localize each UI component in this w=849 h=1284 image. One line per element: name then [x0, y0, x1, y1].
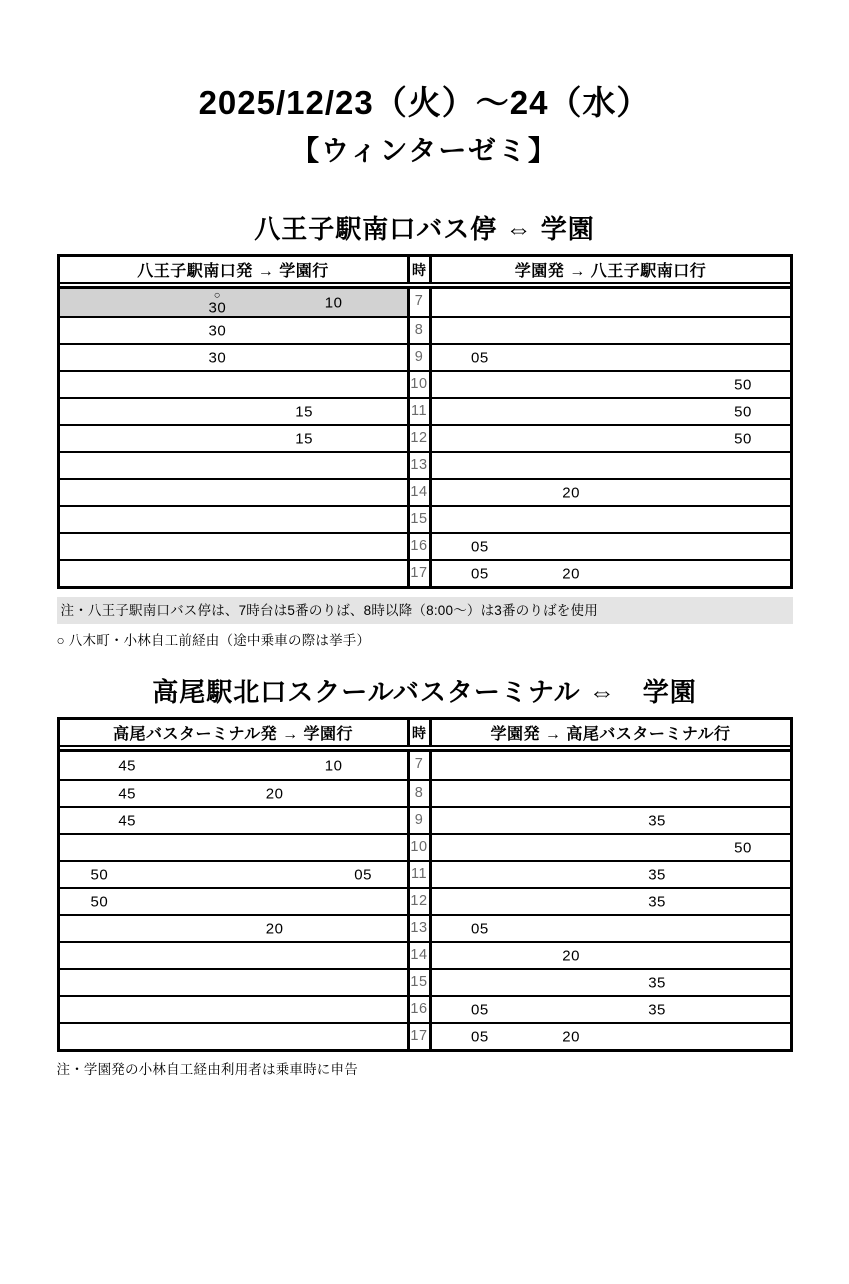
hour-cell: [410, 997, 432, 1022]
outbound-cell: [60, 943, 410, 968]
departure-minute-value: 05: [470, 538, 489, 555]
hour-cell: [410, 480, 432, 505]
hour-cell: [410, 561, 432, 586]
hour-cell: [410, 289, 432, 316]
inbound-cell: [432, 561, 790, 586]
outbound-cell: [60, 1024, 410, 1049]
hour-value: 14: [410, 484, 428, 500]
inbound-cell: [432, 345, 790, 370]
hour-cell: [410, 862, 432, 887]
footnote: ○ 八木町・小林自工前経由（途中乗車の際は挙手）: [56, 633, 371, 648]
departure-minute-value: 10: [324, 757, 343, 774]
departure-minute: [648, 894, 666, 909]
hour-cell: [410, 318, 432, 343]
departure-minute: [734, 840, 752, 855]
timetable-row: [60, 806, 790, 833]
hour-cell: [410, 943, 432, 968]
departure-minute: [471, 566, 489, 581]
outbound-column-header: 八王子駅南口発 → 学園行: [60, 257, 410, 282]
hour-value: 7: [414, 293, 424, 309]
inbound-cell: [432, 453, 790, 478]
inbound-cell: [432, 752, 790, 779]
footnote: 注・学園発の小林自工経由利用者は乗車時に申告: [56, 1062, 358, 1077]
departure-minute-value: 50: [734, 430, 752, 447]
route-sections-container: [0, 214, 849, 1080]
inbound-cell: [432, 289, 790, 316]
departure-minute-value: 30: [208, 322, 227, 339]
departure-minute-value: 50: [90, 893, 109, 910]
departure-minute: [471, 1029, 489, 1044]
departure-minute: [118, 758, 136, 773]
departure-minute: [295, 404, 313, 419]
departure-minute: [734, 404, 752, 419]
departure-minute-value: 45: [118, 812, 136, 829]
departure-minute: [648, 975, 666, 990]
outbound-cell: [60, 372, 410, 397]
outbound-cell: [60, 889, 410, 914]
departure-minute-value: 20: [562, 484, 580, 501]
document-title-date: 2025/12/23（火）～24（水）: [198, 84, 651, 121]
hour-cell: [410, 889, 432, 914]
departure-minute: [471, 350, 489, 365]
hour-cell: [410, 507, 432, 532]
timetable-row: [60, 995, 790, 1022]
hour-cell: [410, 781, 432, 806]
hour-cell: [410, 426, 432, 451]
outbound-cell: [60, 507, 410, 532]
hour-cell: [410, 752, 432, 779]
hour-value: 17: [410, 565, 428, 581]
departure-minute-value: 35: [648, 866, 666, 883]
hour-value: 13: [410, 457, 428, 473]
hour-value: 9: [414, 812, 424, 828]
departure-minute-value: 20: [562, 565, 580, 582]
departure-minute: [209, 350, 227, 365]
departure-minute: [209, 290, 227, 315]
departure-minute: [562, 1029, 580, 1044]
inbound-column-header: 学園発 → 八王子駅南口行: [514, 263, 707, 280]
hour-cell: [410, 808, 432, 833]
timetable: [57, 254, 793, 589]
inbound-cell: [432, 372, 790, 397]
hour-cell: [410, 345, 432, 370]
departure-minute: [562, 485, 580, 500]
hour-value: 11: [410, 866, 428, 882]
hour-cell: [410, 399, 432, 424]
outbound-cell: [60, 835, 410, 860]
outbound-cell: [60, 997, 410, 1022]
hour-cell: [410, 835, 432, 860]
inbound-cell: [432, 781, 790, 806]
inbound-cell: [432, 835, 790, 860]
timetable-row: [60, 887, 790, 914]
outbound-cell: [60, 480, 410, 505]
departure-minute: [471, 921, 489, 936]
route-section-title: 八王子駅南口バス停 ⇔ 学園: [254, 214, 595, 244]
timetable-row: [60, 532, 790, 559]
departure-minute: [295, 431, 313, 446]
outbound-cell: [60, 916, 410, 941]
hour-value: 12: [410, 430, 428, 446]
inbound-cell: [432, 480, 790, 505]
outbound-cell: [60, 808, 410, 833]
inbound-cell: [432, 889, 790, 914]
departure-minute: [648, 867, 666, 882]
inbound-cell: [432, 534, 790, 559]
inbound-cell: [432, 970, 790, 995]
outbound-cell: [60, 970, 410, 995]
outbound-cell: [60, 752, 410, 779]
hour-value: 16: [410, 1001, 428, 1017]
inbound-cell: [432, 808, 790, 833]
departure-minute: [118, 813, 136, 828]
inbound-column-header: 学園発 → 高尾バスターミナル行: [490, 726, 731, 743]
departure-minute-value: 15: [295, 430, 313, 447]
departure-minute-value: 20: [265, 920, 284, 937]
outbound-cell: [60, 534, 410, 559]
departure-minute-value: 15: [295, 403, 313, 420]
departure-minute: [562, 566, 580, 581]
inbound-cell: [432, 916, 790, 941]
departure-minute-value: 50: [734, 376, 752, 393]
hour-value: 12: [410, 893, 428, 909]
departure-minute: [266, 786, 284, 801]
outbound-cell: [60, 453, 410, 478]
departure-minute-value: 05: [470, 565, 489, 582]
departure-minute-value: 05: [470, 1028, 489, 1045]
departure-minute: [91, 867, 109, 882]
timetable-row: [60, 451, 790, 478]
hour-cell: [410, 916, 432, 941]
hour-value: 15: [410, 511, 428, 527]
inbound-cell: [432, 862, 790, 887]
departure-minute: [562, 948, 580, 963]
hour-value: 13: [410, 920, 428, 936]
route-section-title: 高尾駅北口スクールバスターミナル ⇔ 学園: [152, 677, 697, 707]
hour-value: 7: [414, 756, 424, 772]
outbound-cell: [60, 318, 410, 343]
departure-minute: [118, 786, 136, 801]
departure-minute-value: 50: [734, 839, 752, 856]
outbound-cell: [60, 862, 410, 887]
timetable-row: [60, 478, 790, 505]
departure-minute-value: 30: [208, 349, 227, 366]
timetable-row: [60, 370, 790, 397]
timetable-row: [60, 559, 790, 586]
departure-minute: [91, 894, 109, 909]
timetable-header-row: [60, 257, 790, 284]
timetable-row: [60, 316, 790, 343]
notes-block: [57, 1060, 793, 1080]
timetable-row: [60, 860, 790, 887]
departure-minute-value: 50: [734, 403, 752, 420]
timetable-row: [60, 914, 790, 941]
hour-value: 8: [414, 785, 424, 801]
outbound-cell: [60, 399, 410, 424]
timetable-row: [60, 833, 790, 860]
departure-minute-value: 35: [648, 893, 666, 910]
departure-minute-value: 05: [470, 920, 489, 937]
departure-minute-value: 35: [648, 974, 666, 991]
departure-minute-value: 05: [470, 1001, 489, 1018]
departure-minute-value: 20: [562, 1028, 580, 1045]
inbound-cell: [432, 426, 790, 451]
departure-minute-value: 45: [118, 785, 136, 802]
inbound-cell: [432, 997, 790, 1022]
departure-minute: [471, 1002, 489, 1017]
outbound-cell: [60, 426, 410, 451]
departure-minute-value: 45: [118, 757, 136, 774]
outbound-cell: [60, 781, 410, 806]
timetable: [57, 717, 793, 1052]
timetable-row: [60, 752, 790, 779]
outbound-cell: [60, 561, 410, 586]
hour-value: 16: [410, 538, 428, 554]
hour-value: 10: [410, 839, 428, 855]
document-subtitle-event: 【ウィンターゼミ】: [291, 135, 558, 166]
departure-minute-value: 35: [648, 812, 666, 829]
hour-value: 10: [410, 376, 428, 392]
outbound-column-header: 高尾バスターミナル発 → 学園行: [60, 720, 410, 745]
hour-column-header: 時: [410, 257, 432, 282]
departure-minute-value: 10: [324, 294, 343, 311]
hour-value: 17: [410, 1028, 428, 1044]
outbound-cell: [60, 345, 410, 370]
timetable-row: [60, 343, 790, 370]
departure-minute-value: 35: [648, 1001, 666, 1018]
timetable-row: [60, 779, 790, 806]
hour-cell: [410, 970, 432, 995]
departure-minute: [734, 377, 752, 392]
departure-minute: [648, 1002, 666, 1017]
departure-minute: [325, 758, 343, 773]
timetable-row: [60, 505, 790, 532]
footnote: 注・八王子駅南口バス停は、7時台は5番のりば、8時以降（8:00～）は3番のりばを使用: [57, 597, 793, 624]
timetable-body: [60, 286, 790, 586]
timetable-document: [0, 84, 849, 1080]
hour-column-header: 時: [410, 720, 432, 745]
route-section: [57, 214, 793, 651]
timetable-row: [60, 289, 790, 316]
departure-minute-value: 20: [562, 947, 580, 964]
hour-cell: [410, 372, 432, 397]
departure-minute: [354, 867, 372, 882]
departure-minute-value: 05: [470, 349, 489, 366]
departure-minute: [471, 539, 489, 554]
notes-block: [57, 597, 793, 651]
departure-minute: [734, 431, 752, 446]
hour-value: 8: [414, 322, 424, 338]
inbound-cell: [432, 943, 790, 968]
hour-cell: [410, 1024, 432, 1049]
via-route-circle-marker: ○: [213, 289, 221, 301]
departure-minute: [648, 813, 666, 828]
departure-minute-value: 20: [265, 785, 284, 802]
inbound-cell: [432, 399, 790, 424]
inbound-cell: [432, 507, 790, 532]
inbound-cell: [432, 318, 790, 343]
inbound-cell: [432, 1024, 790, 1049]
timetable-row: [60, 424, 790, 451]
hour-value: 14: [410, 947, 428, 963]
timetable-row: [60, 968, 790, 995]
timetable-row: [60, 397, 790, 424]
outbound-cell: [60, 289, 410, 316]
timetable-row: [60, 941, 790, 968]
departure-minute-value: 30: [208, 299, 227, 316]
departure-minute: [209, 323, 227, 338]
route-section: [57, 677, 793, 1080]
hour-cell: [410, 453, 432, 478]
hour-value: 11: [410, 403, 428, 419]
timetable-body: [60, 749, 790, 1049]
departure-minute: [325, 295, 343, 310]
hour-cell: [410, 534, 432, 559]
hour-value: 9: [414, 349, 424, 365]
departure-minute-value: 50: [90, 866, 109, 883]
hour-value: 15: [410, 974, 428, 990]
timetable-header-row: [60, 720, 790, 747]
departure-minute-value: 05: [354, 866, 372, 883]
timetable-row: [60, 1022, 790, 1049]
departure-minute: [266, 921, 284, 936]
